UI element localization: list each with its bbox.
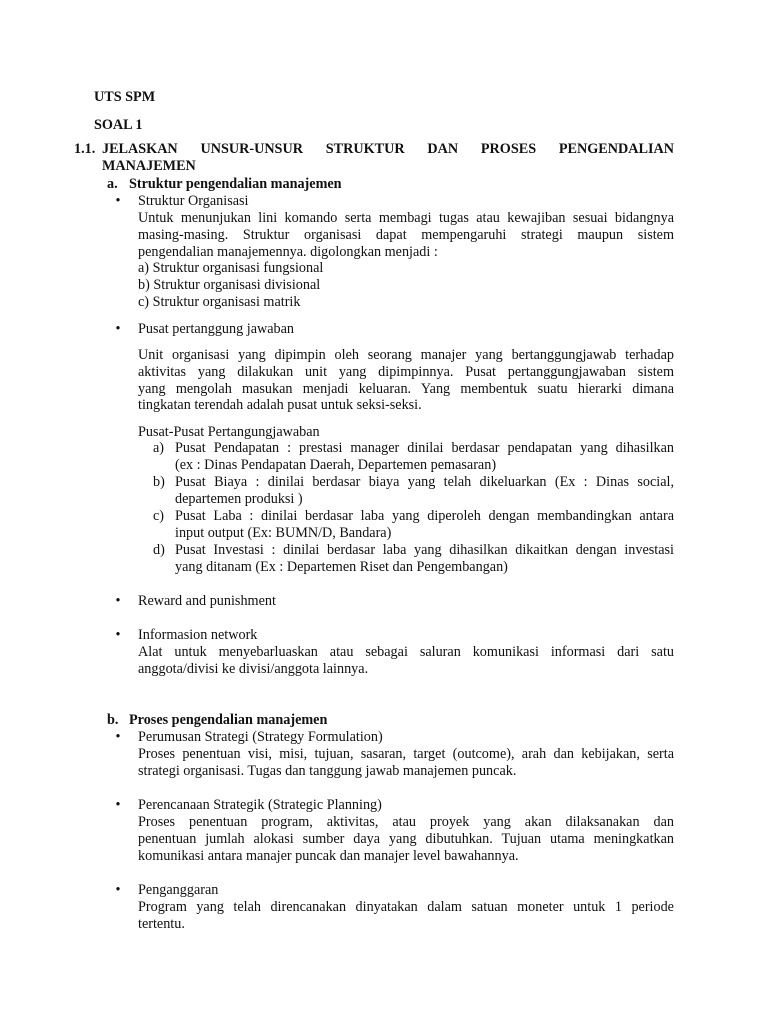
penganggaran-body (138, 899, 674, 933)
document-title: UTS SPM (94, 89, 156, 105)
bullet-icon: • (115, 627, 121, 643)
bullet-icon: • (115, 882, 121, 898)
list-label: d) (153, 542, 165, 558)
list-line: Pusat Biaya : dinilai berdasar biaya yang telah dikeluarkan (Ex : Dinas social, (175, 474, 674, 490)
question-word: PROSES (480, 141, 537, 157)
list-label: b) (153, 474, 165, 490)
reward-title: Reward and punishment (138, 593, 276, 609)
bullet-icon: • (115, 193, 121, 209)
list-item (175, 542, 674, 576)
bullet-icon: • (115, 729, 121, 745)
body-line: anggota/divisi ke divisi/anggota lainnya. (138, 660, 369, 677)
question-word: DAN (427, 141, 459, 157)
question-line-1 (102, 141, 674, 158)
informasion-title: Informasion network (138, 627, 258, 643)
bullet-icon: • (115, 797, 121, 813)
perencanaan-body (138, 814, 674, 864)
perumusan-title: Perumusan Strategi (Strategy Formulation) (138, 729, 383, 745)
list-line: Pusat Pendapatan : prestasi manager dinilai berdasar pendapatan yang dihasilkan (175, 440, 674, 456)
question-word: JELASKAN (102, 141, 178, 157)
list-label: c) (153, 508, 165, 524)
list-line: (ex : Dinas Pendapatan Daerah, Departemen pemasaran) (175, 456, 497, 473)
body-line: Untuk menunjukan lini komando serta membagi tugas atau kewajiban sesuai bidangnya (138, 210, 674, 226)
section-b-label: b. (107, 712, 119, 728)
body-line: tingkatan terendah adalah pusat untuk seksi-seksi. (138, 397, 422, 414)
soal-label: SOAL 1 (94, 117, 143, 133)
body-line: pengendalian manajemennya. digolongkan menjadi : (138, 243, 438, 260)
body-line: Program yang telah direncanakan dinyatakan dalam satuan moneter untuk 1 periode (138, 899, 674, 915)
list-line: Pusat Investasi : dinilai berdasar laba yang dihasilkan dikaitkan dengan investasi (175, 542, 674, 558)
list-line: Pusat Laba : dinilai berdasar laba yang diperoleh dengan membandingkan antara (175, 508, 674, 524)
list-label: a) (153, 440, 165, 456)
body-line: Alat untuk menyebarluaskan atau sebagai saluran komunikasi informasi dari satu (138, 644, 674, 660)
body-line: penentuan jumlah alokasi sumber daya yang dibutuhkan. Tujuan utama meningkatkan (138, 830, 674, 847)
body-line: masing-masing. Struktur organisasi dapat mempengaruhi strategi maupun sistem (138, 226, 674, 243)
list-item: b) Struktur organisasi divisional (138, 277, 321, 294)
perencanaan-title: Perencanaan Strategik (Strategic Planning) (138, 797, 382, 813)
informasion-body (138, 644, 674, 678)
perumusan-body (138, 746, 674, 780)
list-item: c) Struktur organisasi matrik (138, 293, 301, 310)
list-item (175, 508, 674, 542)
question-word: STRUKTUR (325, 141, 405, 157)
body-line: Proses penentuan program, aktivitas, atau proyek yang akan dilaksanakan dan (138, 814, 674, 830)
struktur-organisasi-body (138, 210, 674, 311)
pusat-pertanggung-body (138, 347, 674, 414)
section-a-title: Struktur pengendalian manajemen (129, 176, 342, 192)
list-line: yang ditanam (Ex : Departemen Riset dan Pengembangan) (175, 558, 508, 575)
body-line: strategi organisasi. Tugas dan tanggung jawab manajemen puncak. (138, 762, 517, 779)
body-line: komunikasi antara manajer puncak dan manajer level bawahannya. (138, 847, 519, 864)
question-line-2: MANAJEMEN (102, 158, 196, 174)
list-item (175, 440, 674, 474)
penganggaran-title: Penganggaran (138, 882, 219, 898)
list-line: input output (Ex: BUMN/D, Bandara) (175, 524, 392, 541)
question-word: PENGENDALIAN (558, 141, 674, 157)
bullet-icon: • (115, 321, 121, 337)
body-line: Unit organisasi yang dipimpin oleh seorang manajer yang bertanggungjawab terhadap (138, 347, 674, 363)
section-a-label: a. (107, 176, 118, 192)
list-item: a) Struktur organisasi fungsional (138, 260, 324, 277)
body-line: Proses penentuan visi, misi, tujuan, sasaran, target (outcome), arah dan kebijakan, serta (138, 746, 674, 762)
list-line: departemen produksi ) (175, 490, 303, 507)
section-b-title: Proses pengendalian manajemen (129, 712, 328, 728)
question-word: UNSUR-UNSUR (200, 141, 303, 157)
body-line: tertentu. (138, 915, 185, 932)
pusat-pertanggung-title: Pusat pertanggung jawaban (138, 321, 295, 337)
body-line: yang mengolah masukan menjadi keluaran. Yang membentuk suatu hierarki dimana (138, 380, 674, 397)
pusat-subheading: Pusat-Pusat Pertangungjawaban (138, 424, 320, 440)
question-number: 1.1. (74, 141, 96, 157)
list-item (175, 474, 674, 508)
body-line: aktivitas yang dilakukan unit yang dipimpinnya. Pusat pertanggungjawaban sistem (138, 363, 674, 380)
struktur-organisasi-title: Struktur Organisasi (138, 193, 249, 209)
bullet-icon: • (115, 593, 121, 609)
